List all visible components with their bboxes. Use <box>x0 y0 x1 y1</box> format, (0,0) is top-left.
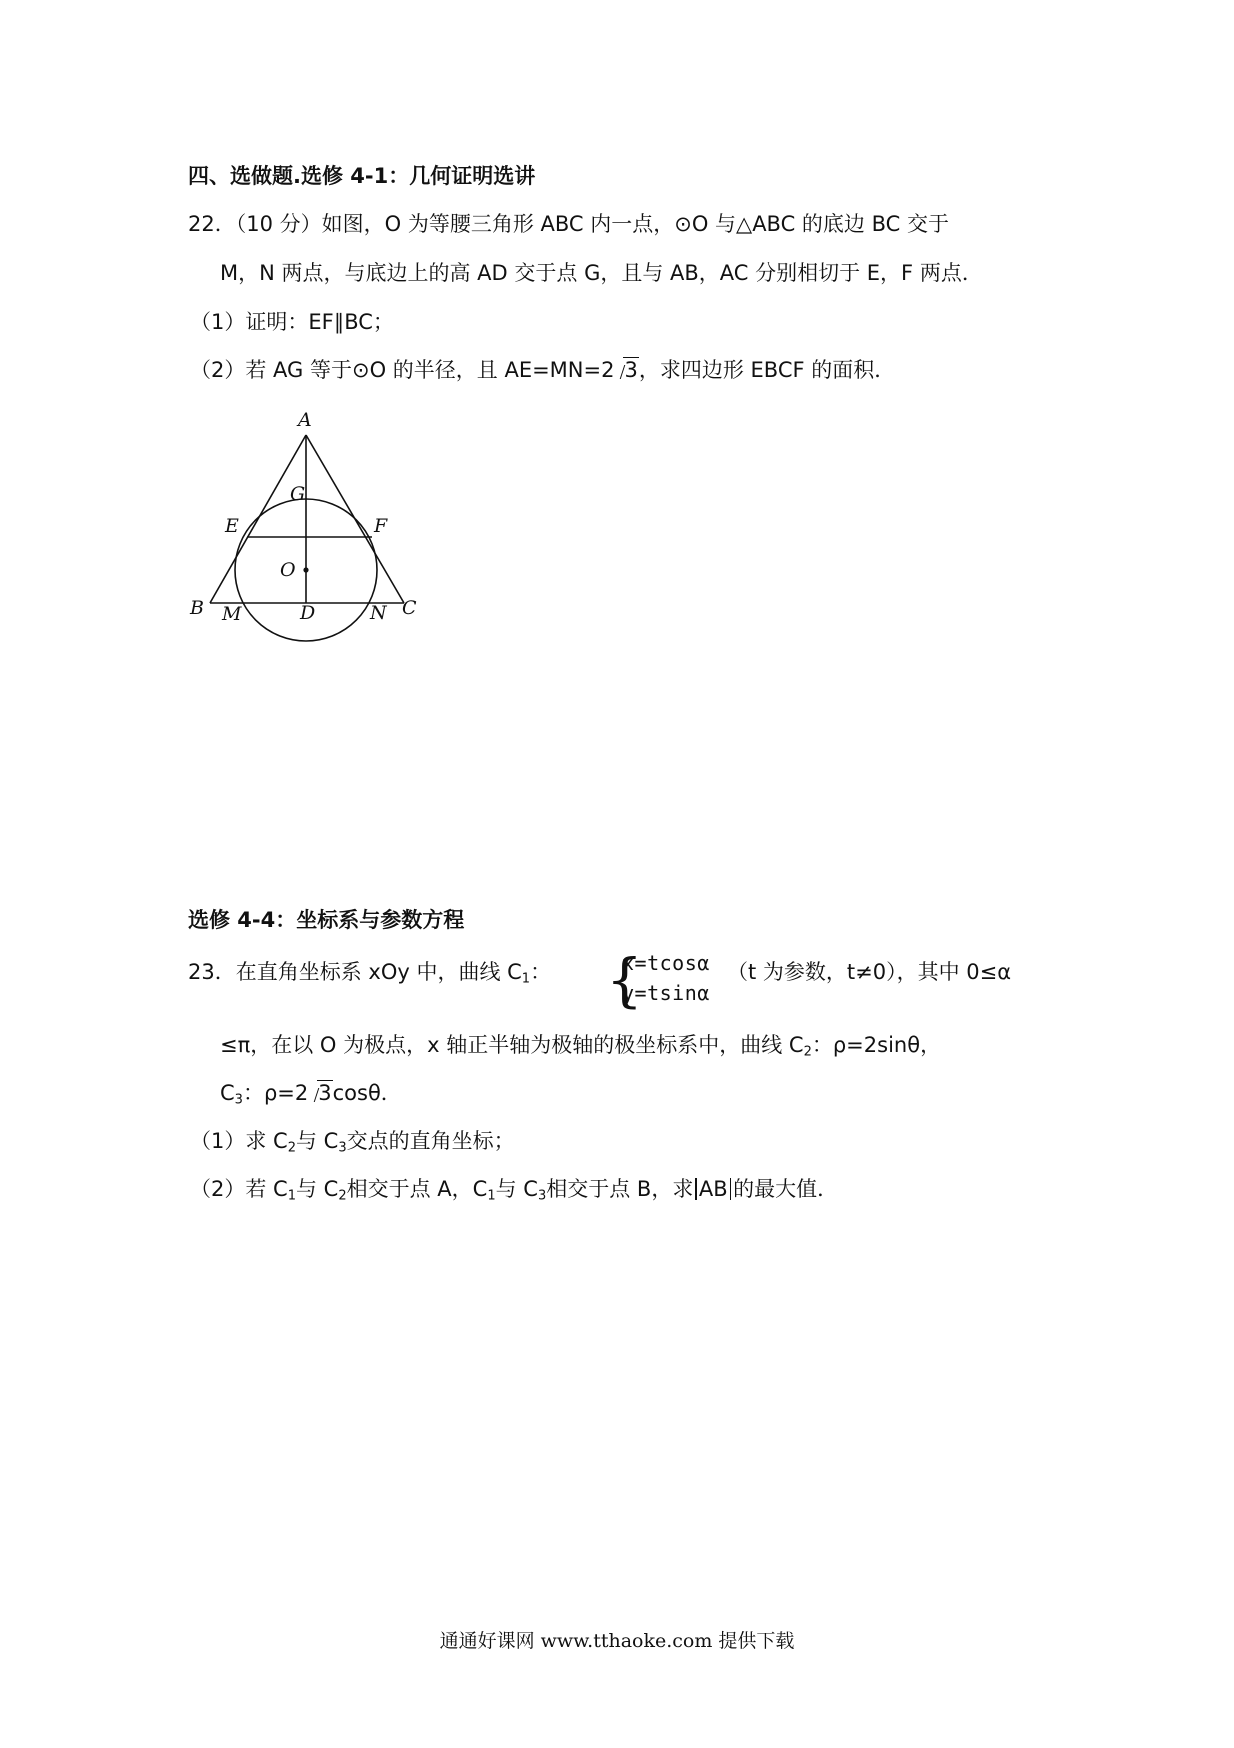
subscript: 2 <box>287 1140 296 1156</box>
q23-colon: ： <box>530 960 552 984</box>
subscript-2: 2 <box>803 1044 812 1060</box>
sqrt-symbol <box>614 355 638 385</box>
subscript: 2 <box>338 1188 347 1204</box>
subscript: 1 <box>287 1188 296 1204</box>
q23-p1-a: （1）求 C <box>190 1129 288 1153</box>
q22-part2-text-b: ，求四边形 EBCF 的面积． <box>638 358 896 382</box>
q23-p2-c: 相交于点 A，C <box>346 1177 488 1201</box>
equation-x: x=tcosα <box>622 951 710 975</box>
label-g: G <box>290 483 306 505</box>
question-22-line-1: 22．（10 分）如图，O 为等腰三角形 ABC 内一点，⊙O 与△ABC 的底边 BC 交于 <box>188 212 949 236</box>
q23-line2-text-a: ≤π，在以 O 为极点，x 轴正半轴为极轴的极坐标系中，曲线 C <box>220 1033 804 1057</box>
q23-line1-text-a: 23．在直角坐标系 xOy 中，曲线 C <box>188 960 522 984</box>
q23-p2-b: 与 C <box>295 1177 339 1201</box>
sqrt-argument: 3 <box>624 358 638 382</box>
q23-p2-ab: AB <box>698 1177 728 1201</box>
question-23-part-1 <box>190 1126 515 1163</box>
page-footer: 通通好课网 www.tthaoke.com 提供下载 <box>439 1630 795 1652</box>
subscript-1: 1 <box>521 971 531 987</box>
q22-part2-text-a: （2）若 AG 等于⊙O 的半径，且 AE=MN=2 <box>190 358 615 382</box>
label-e: E <box>225 515 239 537</box>
abs-bar-left <box>695 1178 697 1200</box>
question-23-line-1-tail: （t 为参数，t≠0），其中 0≤α <box>727 960 1012 984</box>
label-b: B <box>190 597 204 619</box>
geometry-figure <box>180 406 440 656</box>
q23-p2-d: 与 C <box>495 1177 538 1201</box>
subscript-3: 3 <box>234 1092 243 1108</box>
label-o: O <box>280 559 296 581</box>
q23-p1-b: 与 C <box>295 1129 339 1153</box>
q23-line3-text-a: ：ρ=2 <box>242 1081 309 1105</box>
q23-p2-a: （2）若 C <box>190 1177 288 1201</box>
sqrt-symbol <box>308 1078 332 1108</box>
left-brace: { <box>606 946 643 1014</box>
label-a: A <box>298 409 312 431</box>
label-d: D <box>300 602 316 624</box>
label-n: N <box>370 602 387 624</box>
question-23-line-1 <box>188 957 551 994</box>
c3-letter: C <box>220 1081 235 1105</box>
sqrt-argument: 3 <box>318 1081 332 1105</box>
q23-line3-text-b: cosθ． <box>332 1081 402 1105</box>
label-f: F <box>374 515 388 537</box>
abs-bar-right <box>730 1178 732 1200</box>
subscript: 3 <box>338 1140 347 1156</box>
question-23-line-3 <box>220 1078 402 1115</box>
section-heading-coordinates: 选修 4-4：坐标系与参数方程 <box>188 908 465 932</box>
question-22-part-2 <box>190 355 895 385</box>
question-22-part-1: （1）证明：EF∥BC； <box>190 310 394 334</box>
q23-line2-text-b: ：ρ=2sinθ， <box>811 1033 942 1057</box>
center-dot <box>303 567 308 572</box>
q23-p2-f: 的最大值． <box>733 1177 839 1201</box>
q23-p2-e: 相交于点 B，求 <box>546 1177 694 1201</box>
label-c: C <box>402 597 417 619</box>
subscript: 1 <box>487 1188 496 1204</box>
section-heading-geometry: 四、选做题.选修 4-1：几何证明选讲 <box>188 164 536 188</box>
label-m: M <box>222 603 242 625</box>
parametric-equations <box>606 946 726 1014</box>
question-22-line-2: M，N 两点，与底边上的高 AD 交于点 G，且与 AB，AC 分别相切于 E，F 两点． <box>220 261 983 285</box>
q23-p1-c: 交点的直角坐标； <box>346 1129 515 1153</box>
question-23-line-2 <box>220 1030 941 1067</box>
question-23-part-2 <box>190 1174 838 1211</box>
equation-y: y=tsinα <box>622 981 710 1005</box>
subscript: 3 <box>537 1188 547 1204</box>
